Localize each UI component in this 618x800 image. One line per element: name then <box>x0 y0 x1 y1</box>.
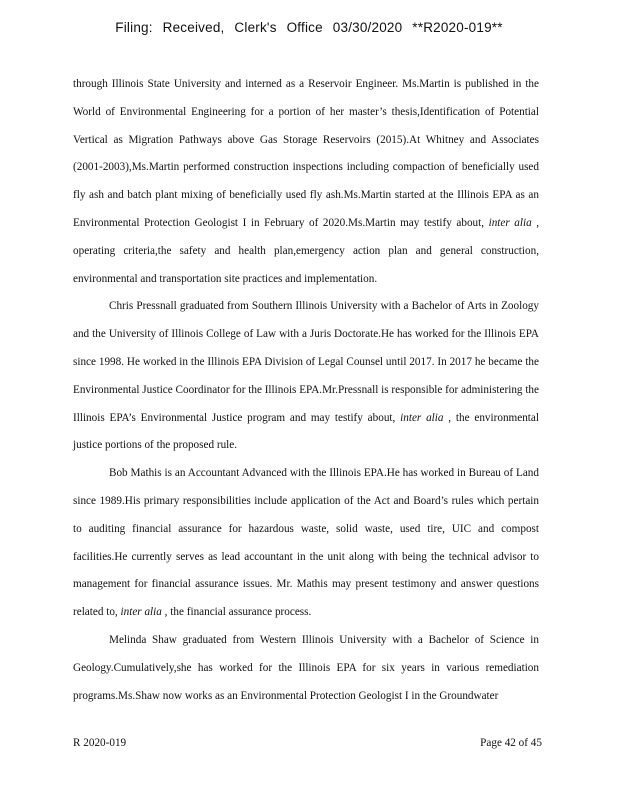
paragraph-text: Bob Mathis is an Accountant Advanced with the Illinois EPA.He has worked in Bureau of Land since 1989.His primary responsibilities include application of the Act and Board’s rules which pertain to auditing financial assurance for hazardous waste, solid waste, used tire, UIC and compost facilities.He currently serves as lead accountant in the unit along with being the technical advisor to management for financial assurance issues. Mr. Mathis may present testimony and answer questions related to, <box>73 467 539 619</box>
paragraph-text: , operating criteria,the safety and health plan,emergency action plan and general construction, environmental and transportation site practices and implementation. <box>73 216 540 285</box>
paragraph-pressnall <box>73 293 539 460</box>
paragraph-martin <box>73 71 539 293</box>
paragraph-text: Melinda Shaw graduated from Western Illinois University with a Bachelor of Science in Geology.Cumulatively,she has worked for the Illinois EPA for six years in various remediation programs.Ms.Shaw now works as an Environmental Protection Geologist I in the Groundwater <box>73 633 539 702</box>
italic-inter-alia: inter alia <box>400 411 444 424</box>
paragraph-text: through Illinois State University and interned as a Reservoir Engineer. Ms.Martin is published in the World of Environmental Engineering for a portion of her master’s thesis,Identification of Potential Vertical as Migration Pathways above Gas Storage Reservoirs (2015).At Whitney and Associates (2001-2003),Ms.Martin performed construction inspections including compaction of beneficially used fly ash and batch plant mixing of beneficially used fly ash.Ms.Martin started at the Illinois EPA as an Environmental Protection Geologist I in February of 2020.Ms.Martin may testify about, <box>73 78 539 229</box>
filing-header: Filing: Received, Clerk's Office 03/30/2020 **R2020-019** <box>115 20 503 35</box>
paragraph-mathis <box>73 460 539 627</box>
italic-inter-alia: inter alia <box>120 606 162 619</box>
document-body <box>73 71 539 710</box>
paragraph-shaw <box>73 627 539 710</box>
docket-number: R 2020-019 <box>73 737 127 749</box>
paragraph-text: , the financial assurance process. <box>161 606 312 619</box>
page-number: Page 42 of 45 <box>480 737 542 749</box>
italic-inter-alia: inter alia <box>488 216 532 229</box>
paragraph-text: , the environmental justice portions of the proposed rule. <box>73 411 539 452</box>
paragraph-text: Chris Pressnall graduated from Southern Illinois University with a Bachelor of Arts in Zoology and the University of Illinois College of Law with a Juris Doctorate.He has worked for the Illinois EPA since 1998. He worked in the Illinois EPA Division of Legal Counsel until 2017. In 2017 he became the Environmental Justice Coordinator for the Illinois EPA.Mr.Pressnall is responsible for administering the Illinois EPA’s Environmental Justice program and may testify about, <box>73 300 539 424</box>
